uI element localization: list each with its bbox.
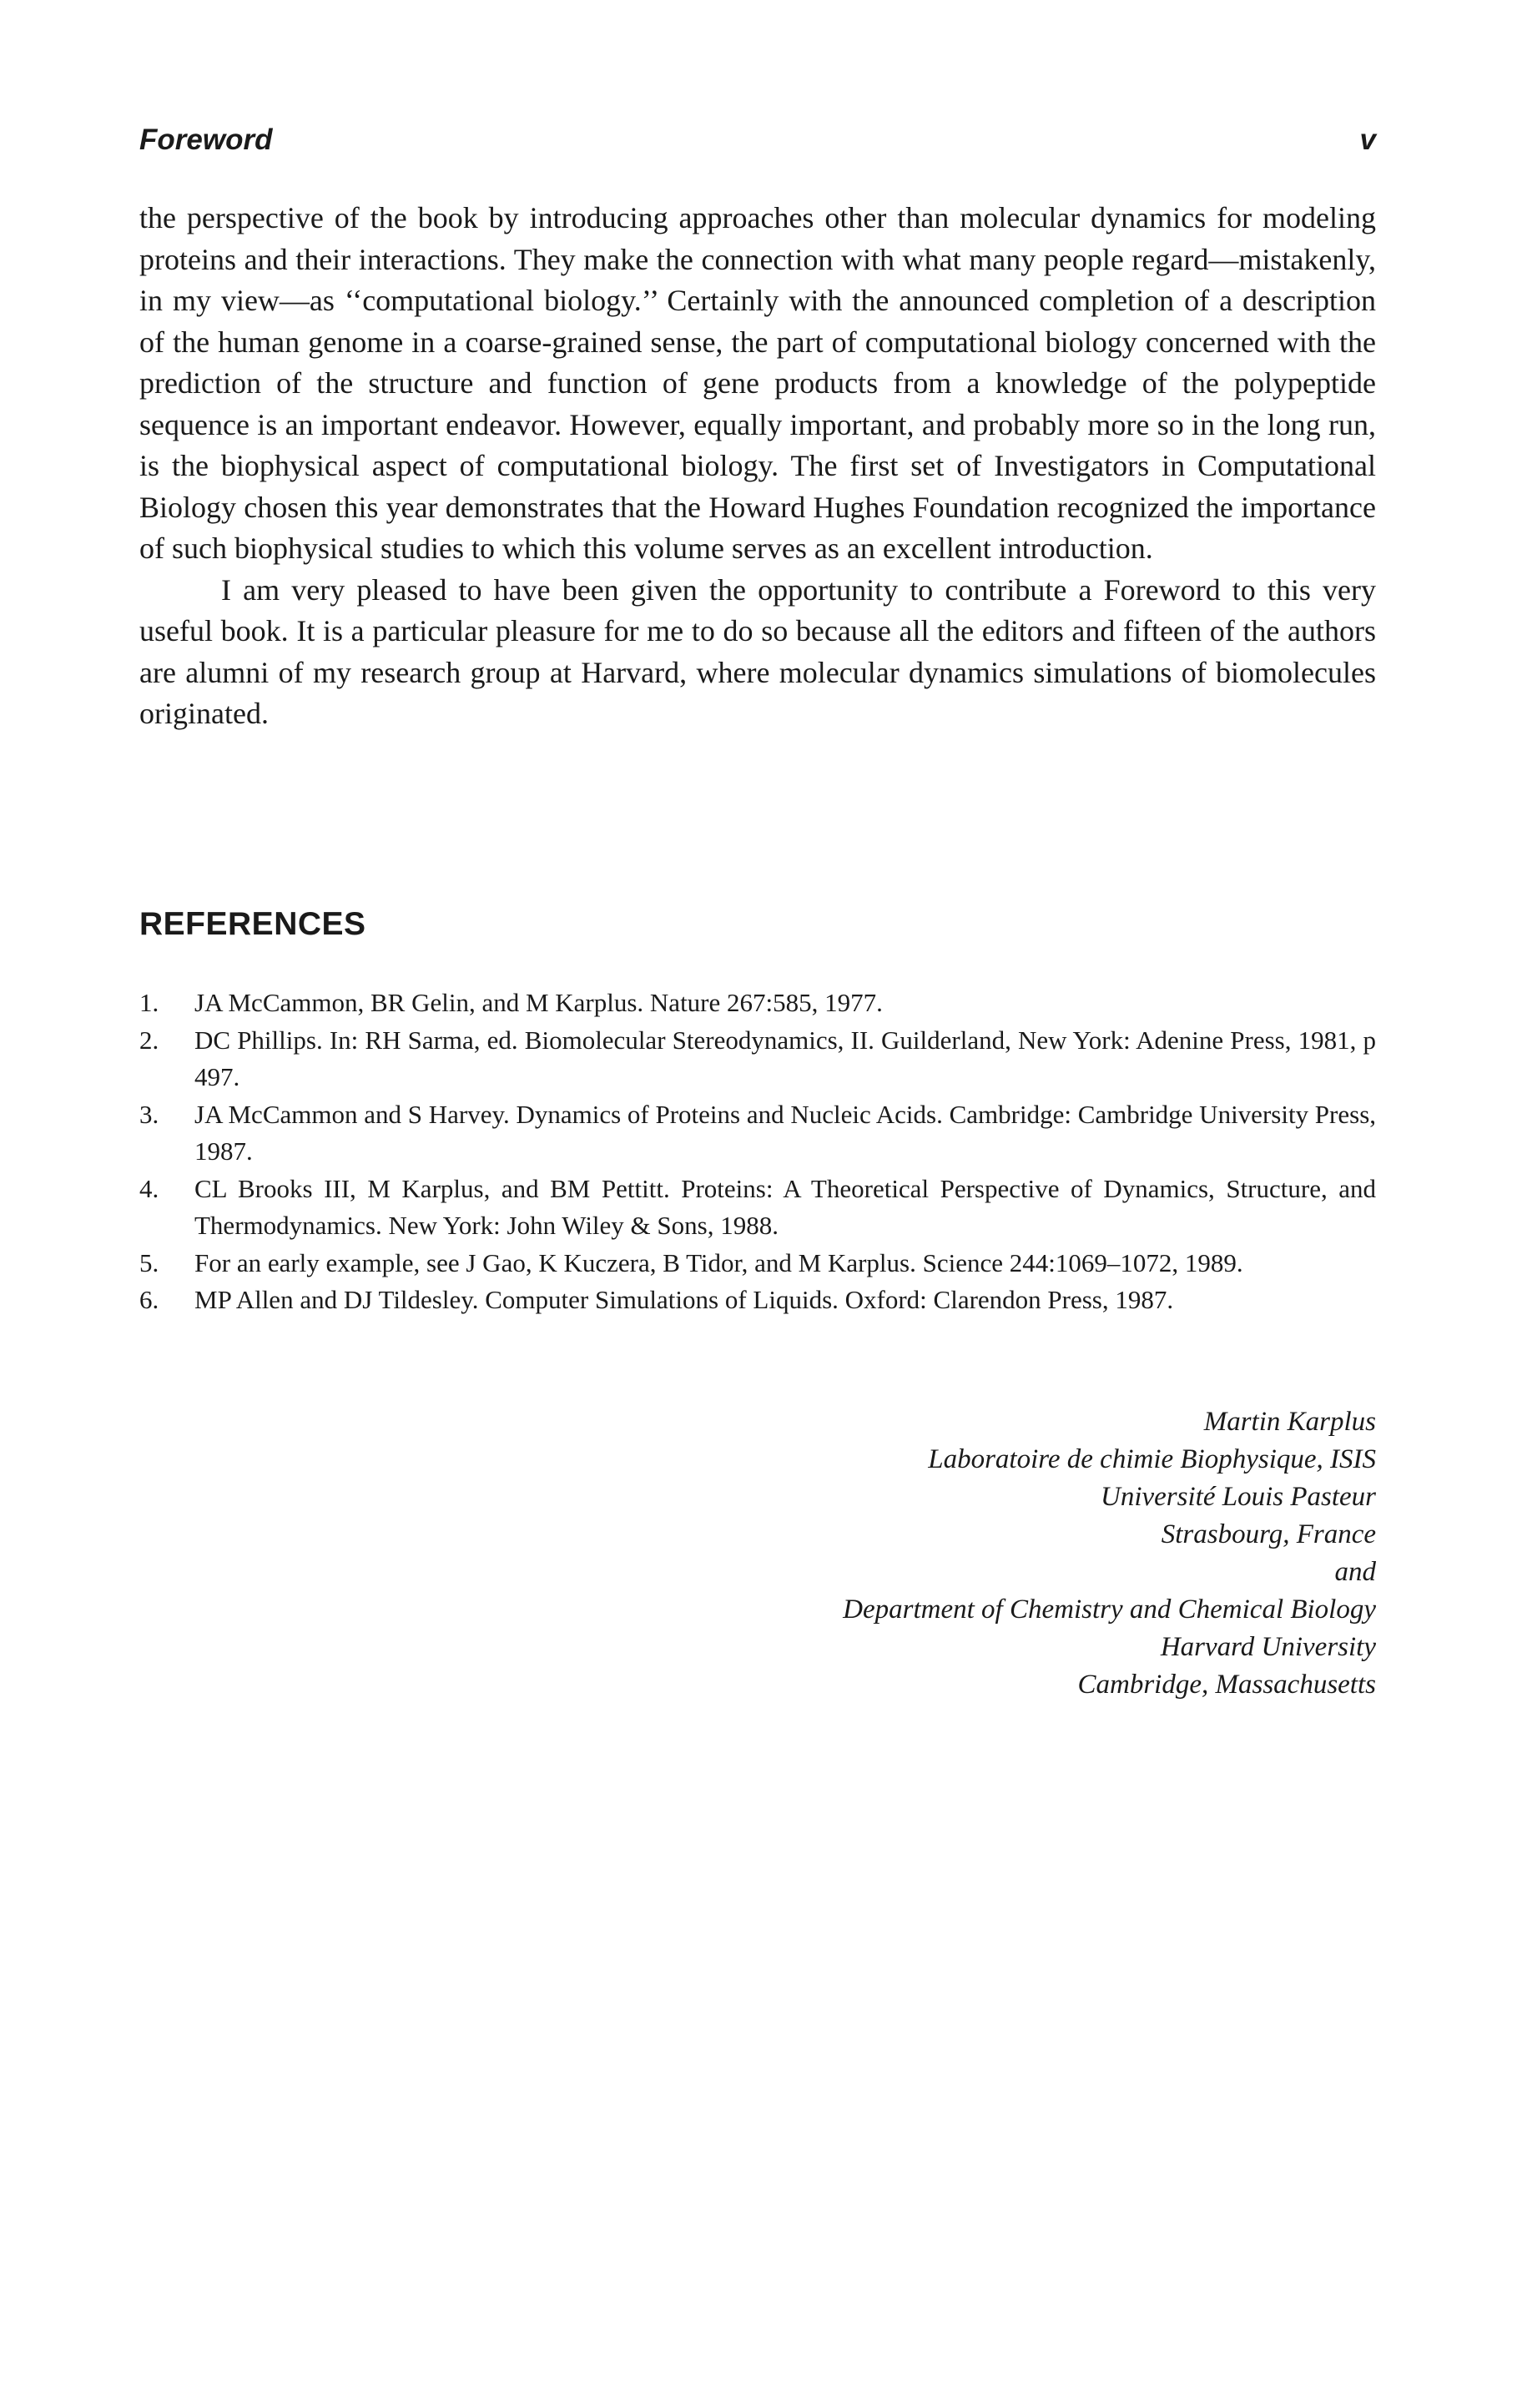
reference-text: MP Allen and DJ Tildesley. Computer Simulations of Liquids. Oxford: Clarendon Press, 1987. <box>194 1285 1174 1314</box>
affiliation-line: Université Louis Pasteur <box>1101 1482 1376 1512</box>
reference-item <box>139 1171 1376 1245</box>
reference-item <box>139 1282 1376 1319</box>
reference-number: 6. <box>139 1285 159 1314</box>
page-number: v <box>1359 123 1376 156</box>
affiliation-line: Laboratoire de chimie Biophysique, ISIS <box>928 1444 1376 1474</box>
references-heading: REFERENCES <box>139 906 366 942</box>
affiliation-line: Strasbourg, France <box>1161 1519 1376 1549</box>
reference-number: 2. <box>139 1025 159 1055</box>
reference-text: CL Brooks III, M Karplus, and BM Pettitt. Proteins: A Theoretical Perspective of Dynamics, Structure, and Thermodynamics. New York: John Wiley & Sons, 1988. <box>194 1173 1376 1240</box>
reference-item <box>139 1096 1376 1171</box>
reference-text: JA McCammon and S Harvey. Dynamics of Proteins and Nucleic Acids. Cambridge: Cambridge University Press, 1987. <box>194 1099 1377 1166</box>
reference-number: 5. <box>139 1247 159 1277</box>
body-paragraph: I am very pleased to have been given the opportunity to contribute a Foreword to this very useful book. It is a particular pleasure for me to do so because all the editors and fifteen of the authors are alumni of my research group at Harvard, where molecular dynamics simulations of biomolecules originated. <box>139 572 1376 730</box>
reference-text: For an early example, see J Gao, K Kuczera, B Tidor, and M Karplus. Science 244:1069–1072, 1989. <box>194 1247 1243 1277</box>
reference-text: JA McCammon, BR Gelin, and M Karplus. Nature 267:585, 1977. <box>194 988 883 1017</box>
body-paragraph: the perspective of the book by introducing approaches other than molecular dynamics for modeling proteins and their interactions. They make the connection with what many people regard—mistakenly, in my view—as ‘‘computational biology.’’ Certainly with the announced completion of a description of the human genome in a coarse-grained sense, the part of computational biology concerned with the prediction of the structure and function of gene products from a knowledge of the polypeptide sequence is an important endeavor. However, equally important, and probably more so in the long run, is the biophysical aspect of computational biology. The first set of Investigators in Computational Biology chosen this year demonstrates that the Howard Hughes Foundation recognized the importance of such biophysical studies to which this volume serves as an excellent introduction. <box>139 201 1376 565</box>
reference-text: DC Phillips. In: RH Sarma, ed. Biomolecular Stereodynamics, II. Guilderland, New York: Adenine Press, 1981, p 497. <box>194 1025 1376 1091</box>
affiliation-line: Harvard University <box>1160 1632 1376 1662</box>
affiliation-line: Department of Chemistry and Chemical Biology <box>843 1594 1376 1625</box>
reference-list <box>139 985 1376 1319</box>
reference-number: 4. <box>139 1173 159 1203</box>
author-signature-block <box>625 1403 1376 1704</box>
running-head-title: Foreword <box>139 123 273 156</box>
reference-item <box>139 985 1376 1022</box>
affiliation-line: Cambridge, Massachusetts <box>1077 1670 1376 1700</box>
reference-number: 3. <box>139 1099 159 1129</box>
page-header <box>139 119 1376 161</box>
reference-item <box>139 1022 1376 1096</box>
affiliation-line: and <box>1334 1557 1376 1587</box>
body-text <box>139 198 1376 735</box>
reference-item <box>139 1245 1376 1282</box>
reference-number: 1. <box>139 988 159 1017</box>
author-name: Martin Karplus <box>1203 1407 1376 1437</box>
